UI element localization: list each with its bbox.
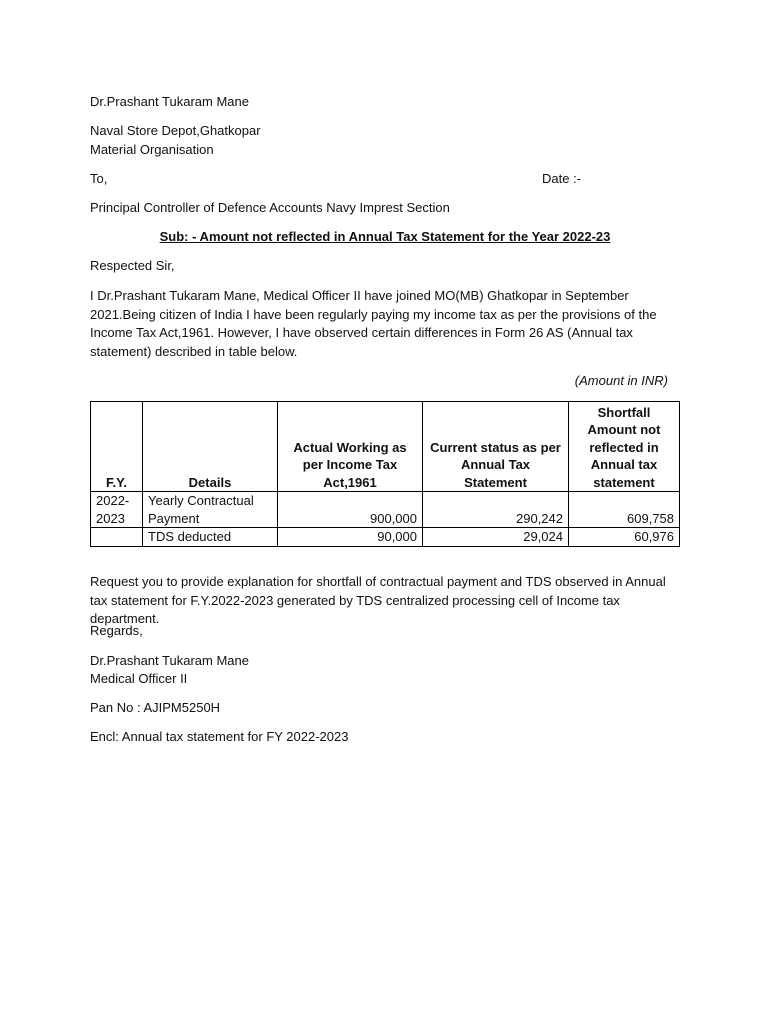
- sender-name: Dr.Prashant Tukaram Mane: [90, 94, 249, 109]
- row-shortfall: 60,976: [569, 528, 680, 547]
- body-paragraph: I Dr.Prashant Tukaram Mane, Medical Officer II have joined MO(MB) Ghatkopar in September 2021.Being citizen of India I have been regularly paying my income tax as per the provisions of the Income Tax Act,1961. However, I have observed certain differences in Form 26 AS (Annual tax statement) described in table below.: [90, 288, 657, 359]
- recipient: Principal Controller of Defence Accounts Navy Imprest Section: [90, 200, 450, 215]
- fy-value: 2022-2023: [91, 492, 143, 528]
- salutation: Respected Sir,: [90, 258, 175, 273]
- row-current: 29,024: [423, 528, 569, 547]
- signature-designation: Medical Officer II: [90, 671, 188, 686]
- fy-empty-cell: [91, 528, 143, 547]
- row-shortfall: 609,758: [569, 492, 680, 528]
- date-label: Date :-: [542, 171, 582, 186]
- row-details: TDS deducted: [143, 528, 278, 547]
- pan-number: Pan No : AJIPM5250H: [90, 700, 221, 715]
- table-header-row: [91, 402, 680, 492]
- tax-difference-table: [90, 401, 680, 547]
- closing: Regards,: [90, 623, 143, 638]
- signature-name: Dr.Prashant Tukaram Mane: [90, 653, 249, 668]
- header-details: Details: [143, 402, 278, 492]
- enclosure: Encl: Annual tax statement for FY 2022-2023: [90, 729, 349, 744]
- row-actual: 900,000: [278, 492, 423, 528]
- row-details: Yearly Contractual Payment: [143, 492, 278, 528]
- header-actual-working: Actual Working as per Income Tax Act,1961: [278, 402, 423, 492]
- request-paragraph: Request you to provide explanation for shortfall of contractual payment and TDS observed in Annual tax statement for F.Y.2022-2023 generated by TDS centralized processing cell of Income tax department.: [90, 574, 666, 626]
- sender-address-line2: Material Organisation: [90, 142, 214, 157]
- header-shortfall: Shortfall Amount not reflected in Annual tax statement: [569, 402, 680, 492]
- header-fy: F.Y.: [91, 402, 143, 492]
- header-current-status: Current status as per Annual Tax Statement: [423, 402, 569, 492]
- amount-unit-note: (Amount in INR): [574, 373, 668, 388]
- subject-line: Sub: - Amount not reflected in Annual Tax Statement for the Year 2022-23: [159, 229, 611, 244]
- to-label: To,: [90, 171, 108, 186]
- table-row: [91, 528, 680, 547]
- sender-address-line1: Naval Store Depot,Ghatkopar: [90, 123, 261, 138]
- row-current: 290,242: [423, 492, 569, 528]
- row-actual: 90,000: [278, 528, 423, 547]
- table-row: [91, 492, 680, 528]
